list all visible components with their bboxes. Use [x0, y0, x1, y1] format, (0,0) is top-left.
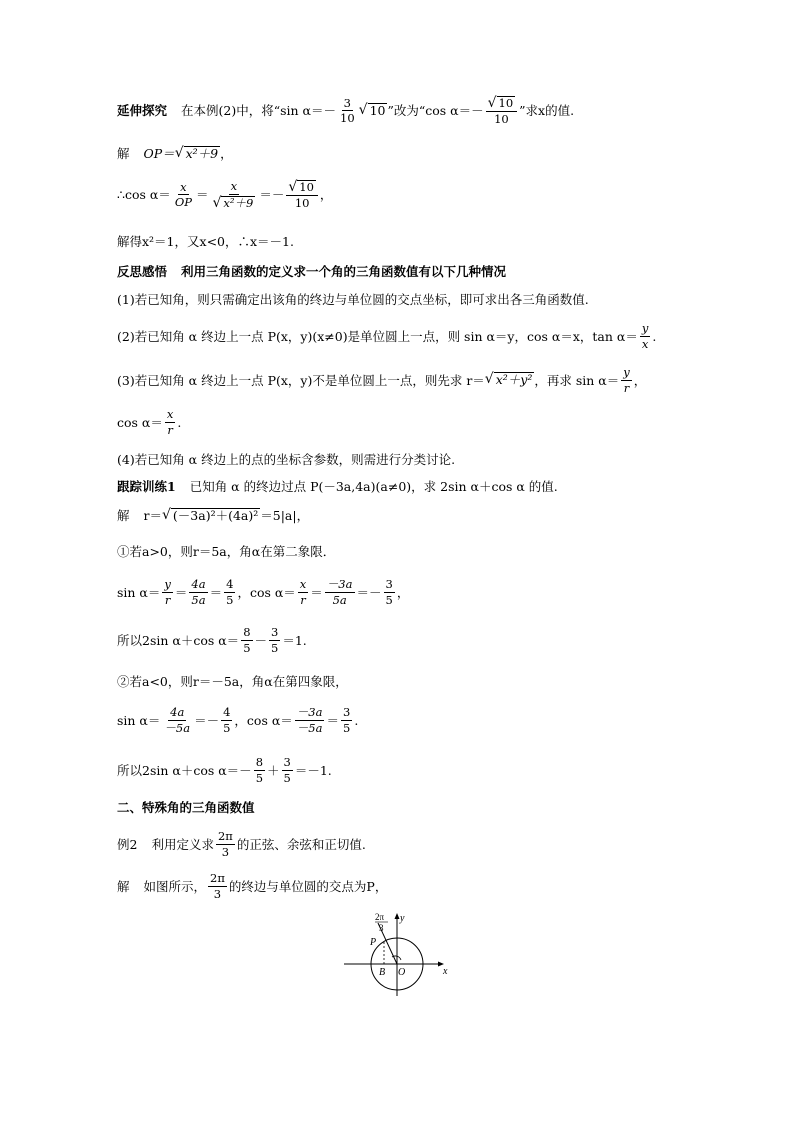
tracking-text: 已知角 α 的终边过点 P(－3a,4a)(a≠0)，求 2sin α＋cos α 的值. [189, 479, 558, 494]
tracking-solution-1: 解 r＝ √ (－3a)²＋(4a)² ＝5|a|， [117, 507, 310, 524]
x-label: x [443, 966, 448, 977]
origin-label: O [398, 967, 406, 978]
math-text: OP＝ [143, 146, 175, 162]
unit-circle-diagram [340, 908, 450, 1000]
reflection-point-4: (4)若已知角 α 终边上的点的坐标含参数，则需进行分类讨论. [117, 452, 456, 467]
math-text: ， [319, 187, 333, 203]
fraction: $\frac{x}{r}$ [166, 407, 174, 437]
example-2-solution: 解 如图所示， $\frac{2\pi}{3}$ 的终边与单位圆的交点为P， [117, 871, 388, 901]
fraction: √ 10 10 [286, 180, 318, 210]
reflection-point-1: (1)若已知角，则只需确定出该角的终边与单位圆的交点坐标，即可求出各三角函数值. [117, 292, 589, 307]
math-text: ， [220, 146, 233, 162]
angle-label-denominator: 3 [379, 923, 384, 933]
reflection-point-3-cont: cos α＝ $\frac{x}{r}$ . [117, 407, 182, 437]
math-text: ∴cos α＝ [117, 187, 171, 203]
y-axis-arrow [395, 913, 400, 919]
reflection-point-3: (3)若已知角 α 终边上一点 P(x，y)不是单位圆上一点，则先求 r＝ √ x²＋y² ，再求 sin α＝ $\frac{y}{r}$ ， [117, 365, 647, 395]
fraction: $\frac{y}{r}$ [623, 365, 630, 395]
y-label: y [400, 913, 405, 924]
fraction: $\frac{y}{x}$ [641, 321, 649, 351]
example-2: 例2 利用定义求 $\frac{2\pi}{3}$ 的正弦、余弦和正切值. [117, 829, 366, 859]
math-text: ＝ [195, 187, 209, 203]
reflection-point-2: (2)若已知角 α 终边上一点 P(x，y)(x≠0)是单位圆上一点，则 sin α＝y，cos α＝x，tan α＝ $\frac{y}{x}$ . [117, 321, 657, 351]
sqrt: √ (－3a)²＋(4a)² [162, 507, 259, 523]
reflection-label: 反思感悟 [117, 264, 168, 279]
extension-text-1: 在本例(2)中，将“sin α＝－ [181, 103, 336, 119]
solution-line-1 [117, 146, 233, 161]
solution-line-3: 解得x²＝1，又x<0，∴x＝－1. [117, 234, 294, 249]
extension-text-2: ”改为“cos α＝－ [387, 103, 484, 119]
fraction: $\frac{3}{10}$ [340, 95, 355, 126]
fraction: $\frac{x}{OP}$ [174, 179, 192, 210]
fraction: x √ x²＋9 [212, 179, 254, 211]
case-1-heading: ①若a>0，则r＝5a，角α在第二象限． [117, 544, 336, 559]
solution-line-2 [117, 180, 332, 210]
case-2-heading: ②若a<0，则r＝－5a，角α在第四象限， [117, 674, 348, 689]
case-1-values: sin α＝ $\frac{y}{r}$ ＝ $\frac{4a}{5a}$ ＝ $\frac{4}{5}$ ，cos α＝ $\frac{x}{r}$ ＝ $\frac{-3a}{5a}$ ＝－ $\frac{3}{5}$ ， [117, 577, 410, 607]
sqrt: √ 10 [358, 102, 386, 119]
math-text: ＝－ [259, 187, 285, 203]
case-1-sum: 所以2sin α＋cos α＝ $\frac{8}{5}$ － $\frac{3}{5}$ ＝1. [117, 625, 307, 655]
section-heading: 二、特殊角的三角函数值 [117, 800, 255, 815]
fraction: √ 10 10 [486, 96, 518, 126]
example-label: 例2 [117, 836, 138, 852]
case-2-sum: 所以2sin α＋cos α＝－ $\frac{8}{5}$ ＋ $\frac{3}{5}$ ＝－1. [117, 755, 332, 785]
angle-label-numerator: 2π [375, 912, 385, 922]
extension-label: 延伸探究 [117, 103, 168, 119]
reflection-title: 利用三角函数的定义求一个角的三角函数值有以下几种情况 [181, 264, 507, 279]
solution-label: 解 [117, 146, 130, 162]
point-b-label: B [379, 967, 386, 978]
reflection-header [117, 264, 506, 279]
extension-text-3: ”求x的值. [519, 103, 575, 119]
extension-question [117, 96, 574, 126]
point-p-label: P [370, 937, 377, 948]
sqrt: √ x²＋y² [484, 371, 533, 388]
sqrt: √ x²＋9 [174, 145, 219, 161]
case-2-values: sin α＝ $\frac{4a}{-5a}$ ＝－ $\frac{4}{5}$ ，cos α＝ $\frac{-3a}{-5a}$ ＝ $\frac{3}{5}$ . [117, 705, 359, 735]
tracking-exercise [117, 479, 558, 494]
tracking-label: 跟踪训练1 [117, 479, 176, 494]
